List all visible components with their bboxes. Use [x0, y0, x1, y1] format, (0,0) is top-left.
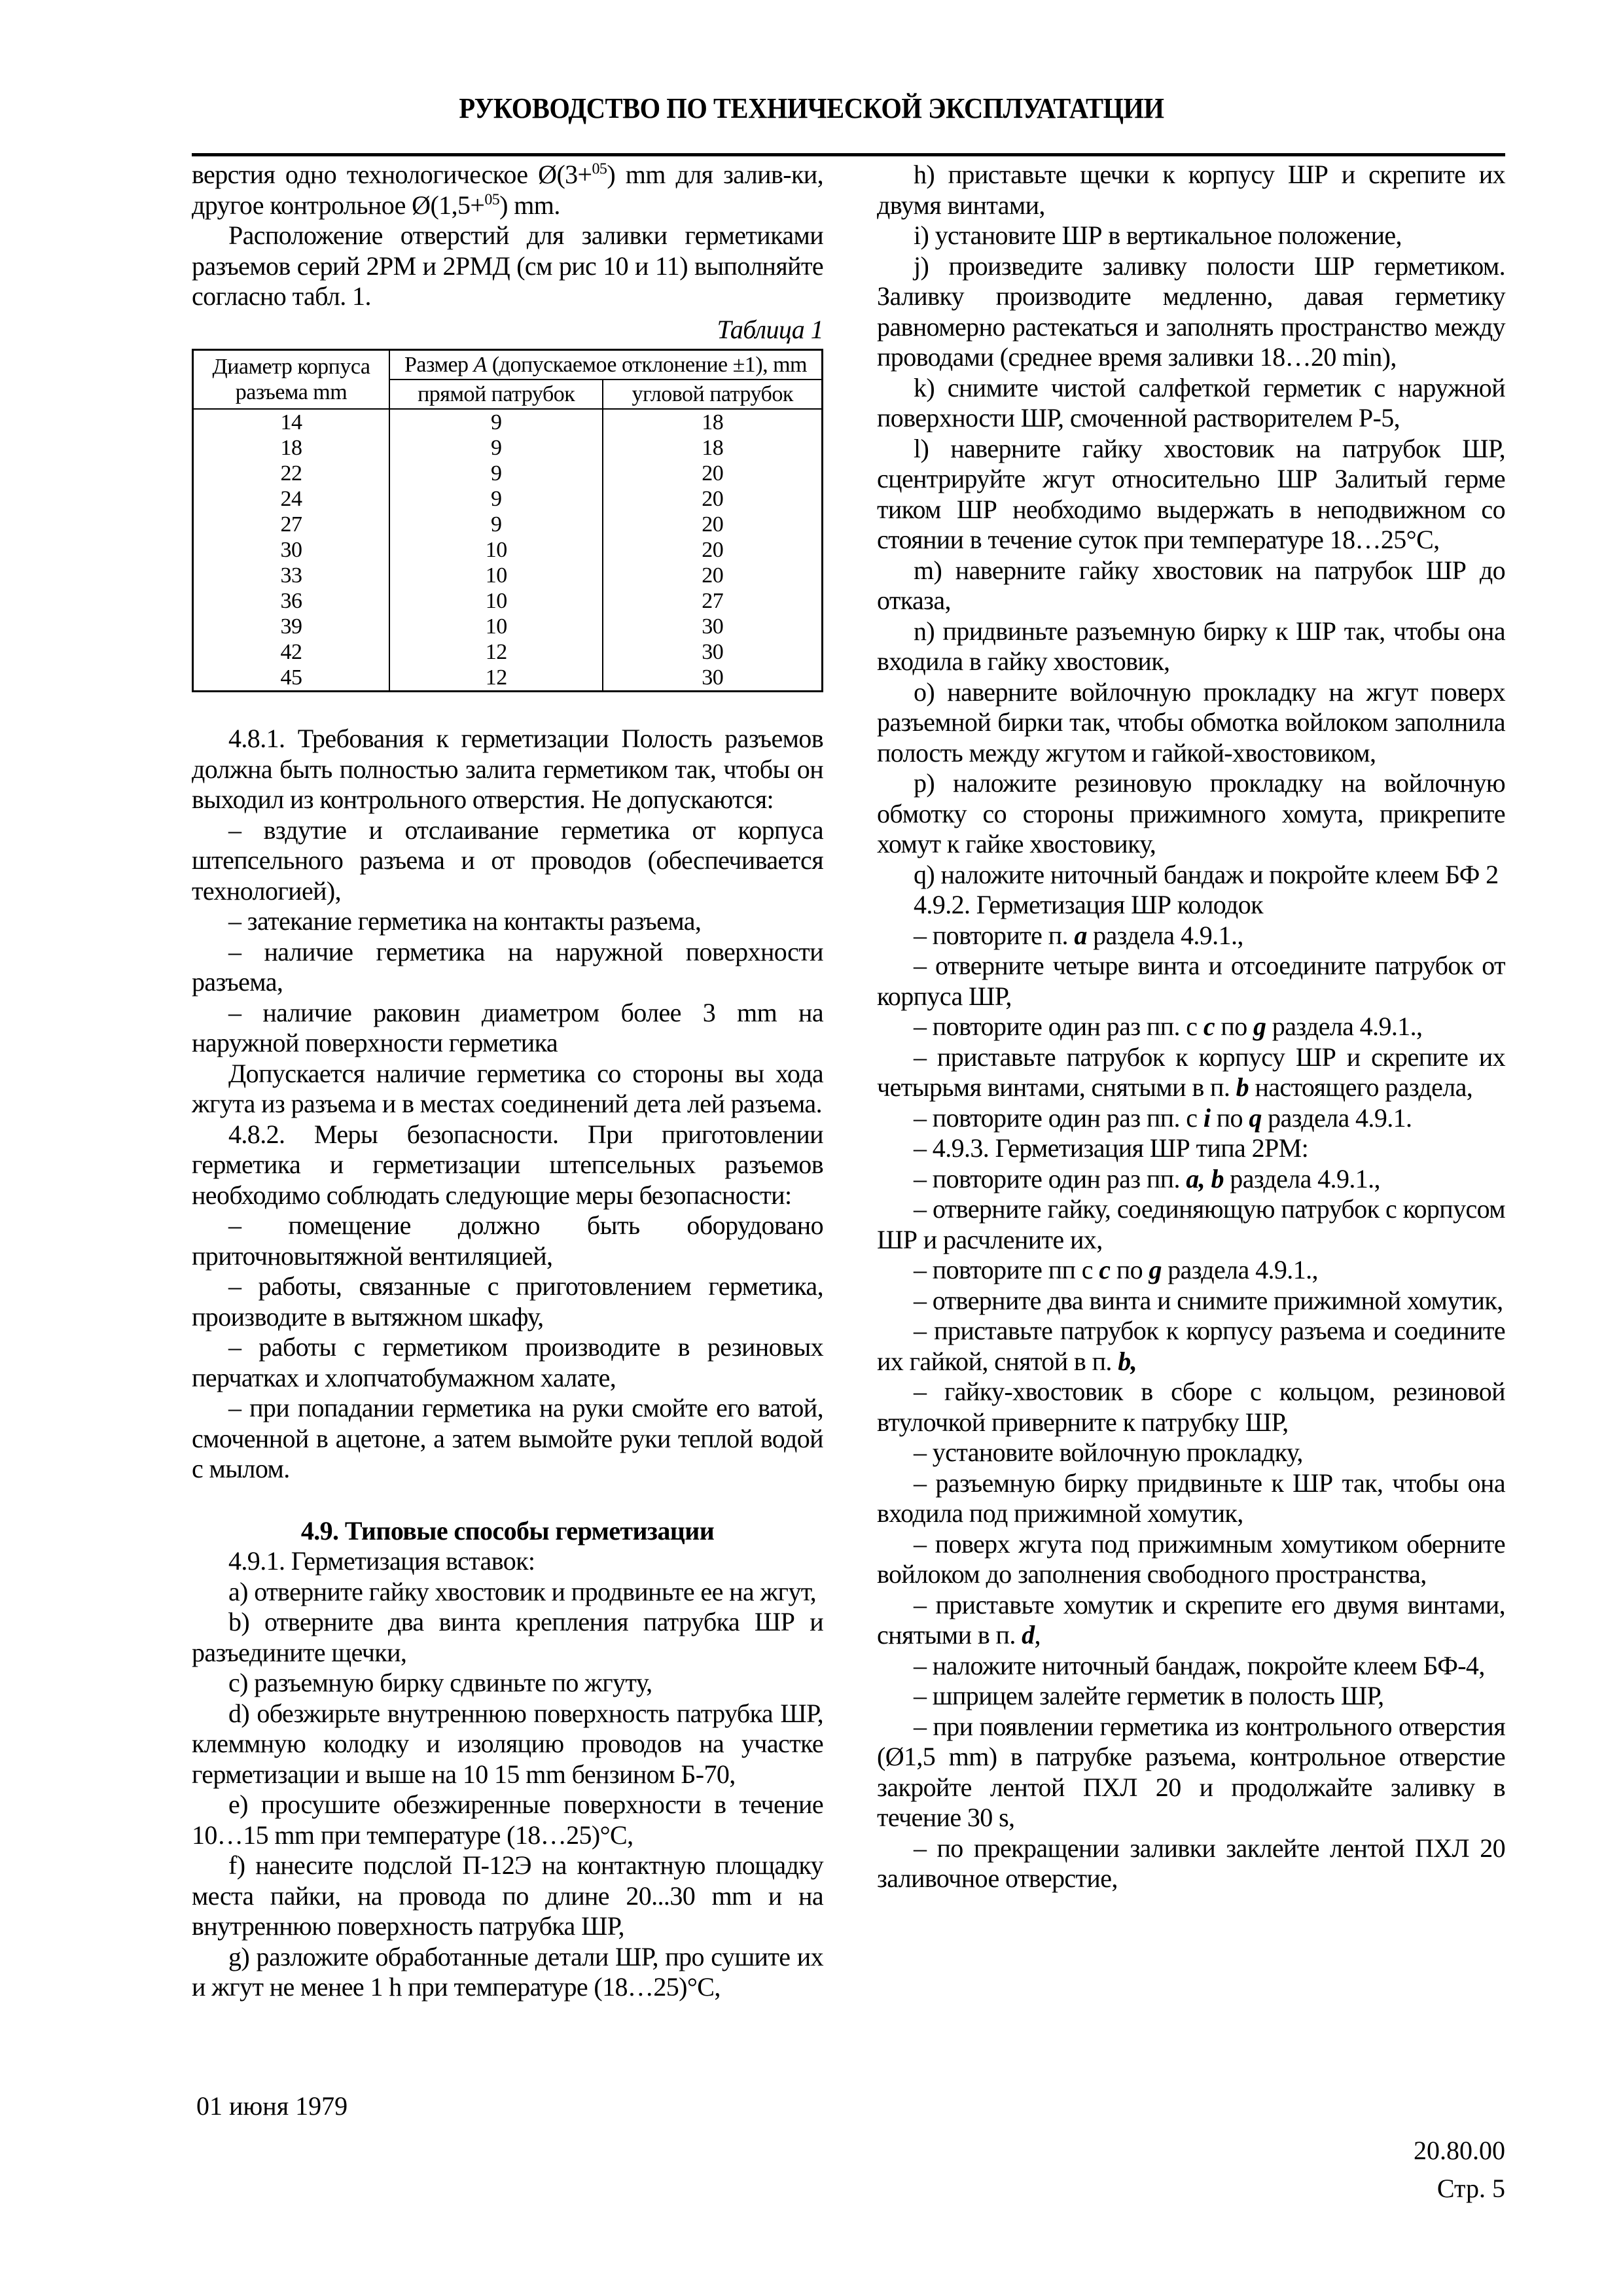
cell-straight: 9: [389, 486, 603, 512]
list-item: – повторите пп с c по g раздела 4.9.1.,: [914, 1255, 1318, 1284]
list-item: – повторите один раз пп. a, b раздела 4.9.1.,: [914, 1163, 1380, 1193]
cell-diameter: 18: [280, 436, 302, 460]
cell-straight: 9: [389, 409, 603, 435]
list-item: n) придвиньте разъемную бирку к ШР так, чтобы она входила в гайку хвостовик,: [877, 616, 1505, 676]
section-4-9-3: – 4.9.3. Герметизация ШР типа 2РМ:: [914, 1133, 1309, 1163]
table-row: [193, 409, 823, 435]
list-item: – наложите ниточный бандаж, покройте клеем БФ-4,: [914, 1650, 1485, 1680]
cell-angled: 18: [603, 435, 822, 461]
intro-paragraph: верстия одно технологическое Ø(3+$^{05}$) mm для залив-ки, другое контрольное Ø(1,5+$^{05}$) mm.: [192, 160, 823, 220]
list-item: – разъемную бирку придвиньте к ШР так, чтобы она входила под прижимной хомутик,: [877, 1468, 1505, 1528]
cell-straight: 10: [389, 537, 603, 563]
list-item: – повторите один раз пп. с c по g раздела 4.9.1.,: [914, 1012, 1423, 1041]
list-item: – затекание герметика на контакты разъема,: [228, 906, 702, 936]
cell-diameter: 33: [280, 563, 302, 588]
table-row: [193, 435, 823, 461]
list-item: – установите войлочную прокладку,: [914, 1438, 1303, 1467]
table-1: [192, 349, 823, 692]
list-item: e) просушите обезжиренные поверхности в течение 10…15 mm при температуре (18…25)°C,: [192, 1790, 823, 1850]
cell-straight: 9: [389, 435, 603, 461]
doc-code: 20.80.00: [1414, 2136, 1505, 2165]
list-item: – шприцем залейте герметик в полость ШР,: [914, 1681, 1384, 1710]
section-4-9-1: 4.9.1. Герметизация вставок:: [228, 1546, 535, 1576]
cell-angled: 20: [603, 486, 822, 512]
col-header-straight: прямой патрубок: [389, 380, 603, 409]
cell-diameter: 45: [280, 665, 302, 690]
footer-right: [1414, 2132, 1505, 2208]
col-group-header-size: Размер A (допускаемое отклонение ±1), mm: [389, 350, 823, 380]
table-row: [193, 588, 823, 614]
list-item: c) разъемную бирку сдвиньте по жгуту,: [228, 1668, 652, 1697]
page-number: Стр. 5: [1436, 2174, 1505, 2203]
list-item: – повторите один раз пп. с i по q раздела 4.9.1.: [914, 1103, 1412, 1133]
cell-angled: 30: [603, 639, 822, 665]
cell-angled: 20: [603, 512, 822, 537]
holes-location-paragraph: Расположение отверстий для заливки герметиками разъемов серий 2РМ и 2РМД (см рис 10 и 11) выполняйте согласно табл. 1.: [192, 221, 823, 311]
list-item: g) разложите обработанные детали ШР, про сушите их и жгут не менее 1 h при температуре (18…25)°C,: [192, 1941, 823, 2002]
list-item: – при попадании герметика на руки смойте его ватой, смоченной в ацетоне, а затем вымойте руки теплой водой с мылом.: [192, 1393, 823, 1483]
list-item: j) произведите заливку полости ШР герметиком. Заливку производите медленно, давая герметику равномерно растекаться и заполнять пространство между проводами (среднее время заливки 18…20 min),: [877, 251, 1505, 372]
cell-straight: 10: [389, 588, 603, 614]
s481-note: Допускается наличие герметика со стороны вы хода жгута из разъема и в местах соединений дета лей разъема.: [192, 1058, 823, 1118]
cell-straight: 9: [389, 461, 603, 486]
list-item: – приставьте патрубок к корпусу ШР и скрепите их четырьмя винтами, снятыми в п. b настоящего раздела,: [877, 1042, 1505, 1102]
section-4-9-2: 4.9.2. Герметизация ШР колодок: [914, 890, 1264, 919]
list-item: o) наверните войлочную прокладку на жгут поверх разъемной бирки так, чтобы обмотка войлоком заполнила полость между жгутом и гайкой-хвостовиком,: [877, 677, 1505, 768]
cell-angled: 20: [603, 461, 822, 486]
list-item: – работы, связанные с приготовлением герметика, производите в вытяжном шкафу,: [192, 1271, 823, 1332]
cell-diameter: 39: [280, 614, 302, 639]
list-item: d) обезжирьте внутреннюю поверхность патрубка ШР, клеммную колодку и изоляцию проводов на участке герметизации и выше на 10 15 mm бензином Б-70,: [192, 1698, 823, 1789]
col-header-diameter: Диаметр корпуса разъема mm: [193, 350, 390, 410]
list-item: – повторите п. a раздела 4.9.1.,: [914, 920, 1243, 950]
table-row: [193, 665, 823, 692]
col-header-angled: угловой патрубок: [603, 380, 822, 409]
list-item: – наличие герметика на наружной поверхности разъема,: [192, 936, 823, 997]
cell-diameter: 42: [280, 640, 302, 664]
table-row: [193, 486, 823, 512]
header-rule: [192, 153, 1505, 156]
table-row: [193, 639, 823, 665]
cell-straight: 12: [389, 665, 603, 692]
list-item: b) отверните два винта крепления патрубка ШР и разъедините щечки,: [192, 1607, 823, 1667]
list-item: – приставьте хомутик и скрепите его двумя винтами, снятыми в п. d,: [877, 1589, 1505, 1650]
cell-straight: 10: [389, 614, 603, 639]
list-item: – вздутие и отслаивание герметика от корпуса штепсельного разъема и от проводов (обеспечивается технологией),: [192, 815, 823, 906]
cell-angled: 30: [603, 665, 822, 692]
list-item: h) приставьте щечки к корпусу ШР и скрепите их двумя винтами,: [877, 160, 1505, 220]
cell-angled: 20: [603, 563, 822, 588]
cell-diameter: 22: [280, 461, 302, 486]
table-row: [193, 537, 823, 563]
list-item: – приставьте патрубок к корпусу разъема и соедините их гайкой, снятой в п. b,: [877, 1316, 1505, 1376]
cell-angled: 27: [603, 588, 822, 614]
table-row: [193, 614, 823, 639]
cell-diameter: 30: [280, 538, 302, 562]
list-item: – при появлении герметика из контрольного отверстия (Ø1,5 mm) в патрубке разъема, контрольное отверстие закройте лентой ПХЛ 20 и продолжайте заливку в течение 30 s,: [877, 1711, 1505, 1832]
left-column: [192, 160, 823, 2003]
page-title: РУКОВОДСТВО ПО ТЕХНИЧЕСКОЙ ЭКСПЛУАТАТЦИИ: [459, 92, 1164, 124]
cell-straight: 10: [389, 563, 603, 588]
list-item: – помещение должно быть оборудовано приточновытяжной вентиляцией,: [192, 1210, 823, 1271]
section-4-8-2: 4.8.2. Меры безопасности. При приготовлении герметика и герметизации штепсельных разъемов необходимо соблюдать следующие меры безопасности:: [192, 1119, 823, 1210]
cell-angled: 18: [603, 409, 822, 435]
list-item: a) отверните гайку хвостовик и продвиньте ее на жгут,: [228, 1576, 817, 1606]
list-item: – поверх жгута под прижимным хомутиком оберните войлоком до заполнения свободного пространства,: [877, 1528, 1505, 1589]
list-item: – отверните четыре винта и отсоедините патрубок от корпуса ШР,: [877, 951, 1505, 1011]
list-item: – отверните два винта и снимите прижимной хомутик,: [914, 1285, 1503, 1315]
list-item: – гайку-хвостовик в сборе с кольцом, резиновой втулочкой приверните к патрубку ШР,: [877, 1377, 1505, 1437]
cell-diameter: 24: [280, 487, 302, 511]
list-item: k) снимите чистой салфеткой герметик с наружной поверхности ШР, смоченной растворителем Р-5,: [877, 372, 1505, 433]
table-row: [193, 461, 823, 486]
list-item: m) наверните гайку хвостовик на патрубок ШР до отказа,: [877, 555, 1505, 615]
section-4-8-1: 4.8.1. Требования к герметизации Полость разъемов должна быть полностью залита герметиком так, чтобы он выходил из контрольного отверстия. Не допускаются:: [192, 724, 823, 814]
cell-straight: 9: [389, 512, 603, 537]
table-row: [193, 563, 823, 588]
table-caption: Таблица 1: [717, 314, 823, 344]
cell-diameter: 14: [280, 410, 302, 434]
list-item: – работы с герметиком производите в резиновых перчатках и хлопчатобумажном халате,: [192, 1332, 823, 1392]
footer-date: 01 июня 1979: [196, 2091, 348, 2121]
list-item: p) наложите резиновую прокладку на войлочную обмотку со стороны прижимного хомута, прикрепите хомут к гайке хвостовику,: [877, 768, 1505, 858]
list-item: q) наложите ниточный бандаж и покройте клеем БФ 2: [914, 859, 1499, 889]
list-item: i) установите ШР в вертикальное положение,: [914, 221, 1402, 250]
section-4-9-heading: 4.9. Типовые способы герметизации: [300, 1515, 715, 1545]
list-item: l) наверните гайку хвостовик на патрубок ШР, сцентрируйте жгут относительно ШР Залитый герме тиком ШР необходимо выдержать в неподвижном со стоянии в течение суток при температуре 18…25°C,: [877, 433, 1505, 554]
cell-angled: 20: [603, 537, 822, 563]
list-item: f) нанесите подслой П-12Э на контактную площадку места пайки, на провода по длине 20...30 mm и на внутреннюю поверхность патрубка ШР,: [192, 1850, 823, 1941]
cell-diameter: 36: [280, 589, 302, 613]
list-item: – наличие раковин диаметром более 3 mm на наружной поверхности герметика: [192, 997, 823, 1057]
cell-diameter: 27: [280, 512, 302, 537]
list-item: – отверните гайку, соединяющую патрубок с корпусом ШР и расчлените их,: [877, 1194, 1505, 1254]
cell-angled: 30: [603, 614, 822, 639]
cell-straight: 12: [389, 639, 603, 665]
list-item: – по прекращении заливки заклейте лентой ПХЛ 20 заливочное отверстие,: [877, 1833, 1505, 1893]
right-column: [877, 160, 1505, 1894]
table-row: [193, 512, 823, 537]
